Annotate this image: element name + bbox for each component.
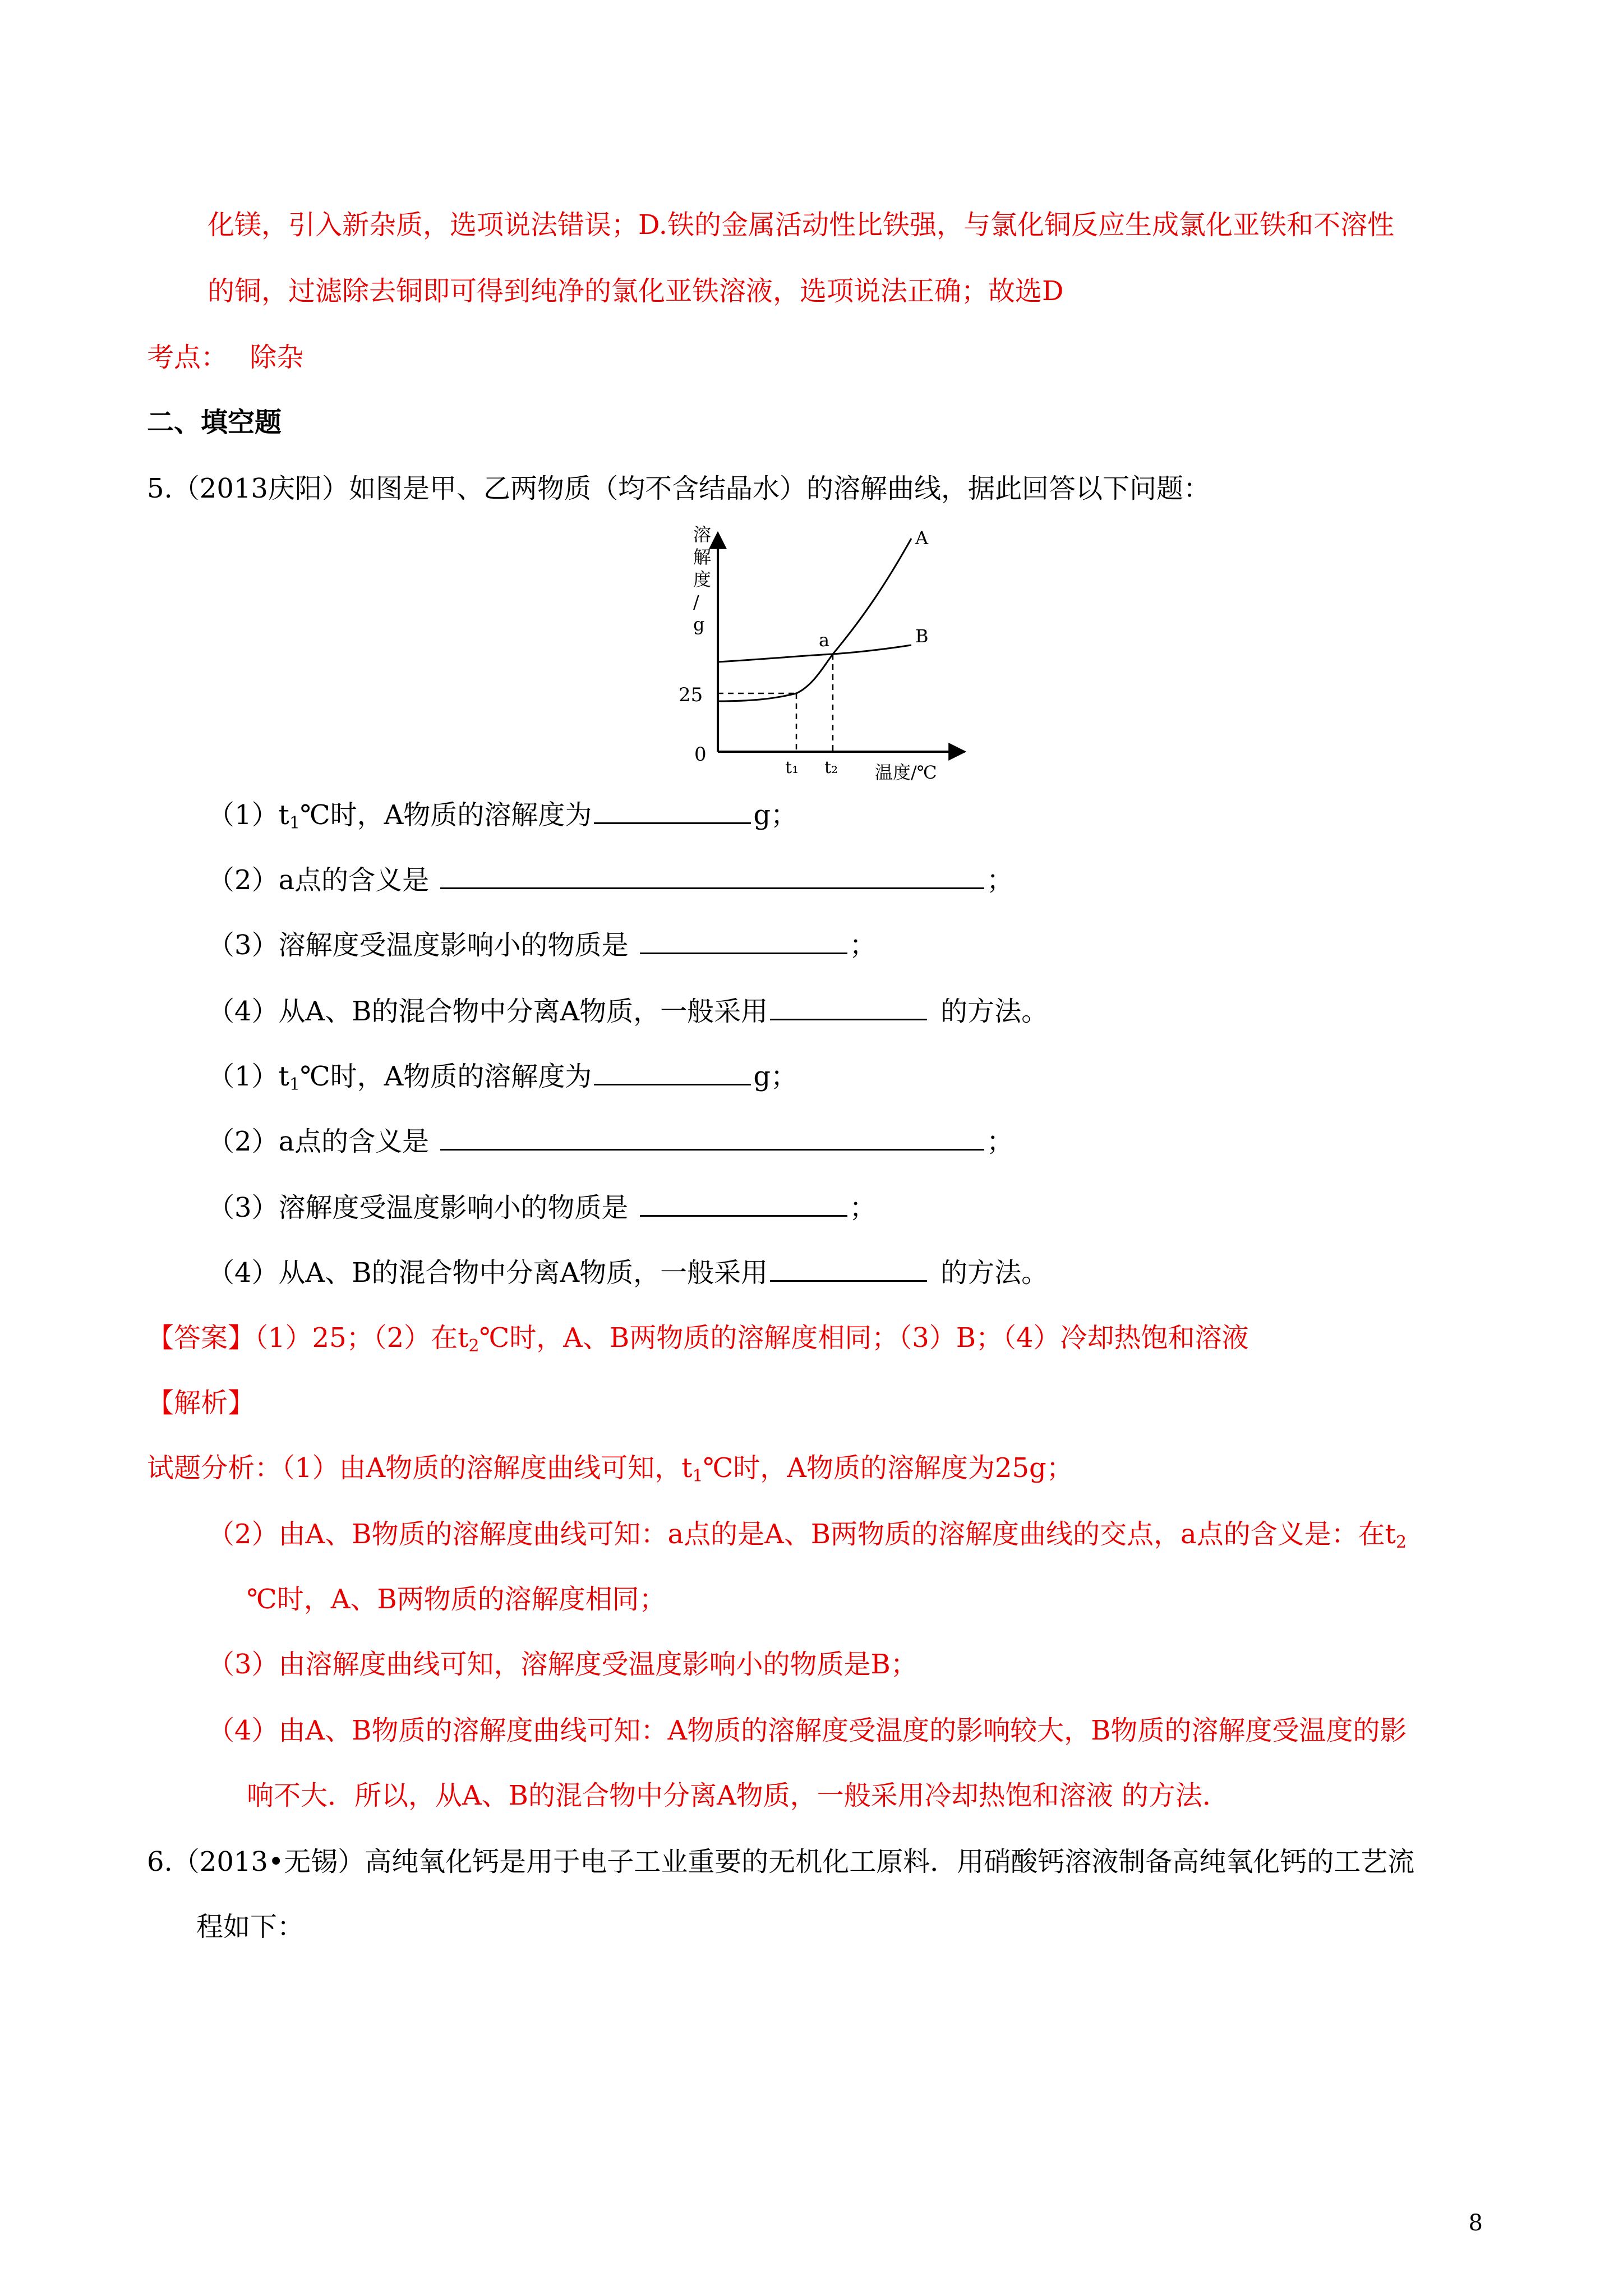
part-text: （4）从A、B的混合物中分离A物质，一般采用 <box>208 996 768 1027</box>
q5-part-1 <box>208 1058 797 1102</box>
q5-part-4 <box>208 1254 1048 1290</box>
q5-part-1 <box>208 797 797 841</box>
answer-text: （1）25；（2）在t <box>255 1322 469 1354</box>
q5-part-3 <box>208 1189 877 1225</box>
q5-part-2 <box>208 1123 1013 1159</box>
answer-continuation-line: 的铜，过滤除去铜即可得到纯净的氯化亚铁溶液，选项说法正确；故选D <box>208 275 1064 307</box>
part-text: （2）a点的含义是 <box>208 864 430 896</box>
y-axis-label-char: 解 <box>693 546 712 568</box>
kaodian-label: 考点： <box>147 342 228 373</box>
origin-label: 0 <box>694 743 707 766</box>
answer-blank[interactable] <box>640 927 847 954</box>
part-text: g； <box>753 1061 798 1092</box>
part-text: 的方法。 <box>940 1257 1049 1289</box>
part-text: （1）t <box>208 1061 289 1092</box>
solubility-chart <box>662 522 970 785</box>
y-axis-label-char: 度 <box>693 569 712 590</box>
part-text: 的方法。 <box>940 996 1049 1027</box>
answer-blank[interactable] <box>594 797 751 824</box>
analysis-line: （3）由溶解度曲线可知，溶解度受温度影响小的物质是B； <box>208 1649 917 1680</box>
answer-blank[interactable] <box>770 1254 927 1282</box>
curve-a <box>718 539 911 701</box>
analysis-line: （4）由A、B物质的溶解度曲线可知：A物质的溶解度受温度的影响较大，B物质的溶解度受温度的影 <box>208 1715 1407 1746</box>
subscript: 1 <box>289 1075 300 1094</box>
series-label-a: A <box>915 527 929 549</box>
part-text: ； <box>849 1192 877 1223</box>
q5-stem: 5.（2013庆阳）如图是甲、乙两物质（均不含结晶水）的溶解曲线，据此回答以下问题： <box>147 473 1210 504</box>
intersection-label: a <box>819 629 830 651</box>
x-tick-label: t₂ <box>824 758 838 777</box>
part-text: ； <box>986 1126 1014 1157</box>
part-text: （2）a点的含义是 <box>208 1126 430 1157</box>
subscript: 2 <box>1395 1533 1407 1552</box>
q5-part-4 <box>208 993 1048 1029</box>
analysis-text: ℃时，A物质的溶解度为25g； <box>703 1452 1073 1484</box>
x-axis-label: 温度/℃ <box>875 762 937 783</box>
part-text: ； <box>849 930 877 961</box>
part-text: ℃时，A物质的溶解度为 <box>299 799 592 831</box>
y-axis-label-char: 溶 <box>693 524 712 545</box>
analysis-text: （2）由A、B物质的溶解度曲线可知：a点的是A、B两物质的溶解度曲线的交点，a点的含义是：在t <box>208 1519 1396 1550</box>
analysis-line <box>147 1451 1073 1494</box>
answer-blank[interactable] <box>440 862 984 889</box>
answer-blank[interactable] <box>440 1123 984 1151</box>
answer-continuation-line: 化镁，引入新杂质，选项说法错误；D.铁的金属活动性比铁强，与氯化铜反应生成氯化亚铁和不溶性 <box>208 209 1395 241</box>
section-heading: 二、填空题 <box>147 407 282 438</box>
answer-label: 【答案】 <box>147 1322 255 1354</box>
part-text: （4）从A、B的混合物中分离A物质，一般采用 <box>208 1257 768 1289</box>
q6-stem: 程如下： <box>196 1911 305 1943</box>
analysis-text: 试题分析：（1）由A物质的溶解度曲线可知，t <box>147 1452 693 1484</box>
part-text: ℃时，A物质的溶解度为 <box>299 1061 592 1092</box>
answer-blank[interactable] <box>640 1189 847 1217</box>
answer-text: ℃时，A、B两物质的溶解度相同；（3）B；（4）冷却热饱和溶液 <box>479 1322 1249 1354</box>
y-axis-label <box>693 524 711 635</box>
subscript: 2 <box>468 1336 479 1356</box>
y-axis-label-char: / <box>693 591 699 613</box>
page-number: 8 <box>1468 2210 1483 2236</box>
q5-part-3 <box>208 927 877 963</box>
analysis-line: ℃时，A、B两物质的溶解度相同； <box>247 1584 666 1615</box>
part-text: ； <box>986 864 1014 896</box>
part-text: （3）溶解度受温度影响小的物质是 <box>208 1192 629 1223</box>
curve-b <box>718 645 911 662</box>
analysis-label: 【解析】 <box>147 1387 255 1419</box>
q5-part-2 <box>208 862 1013 898</box>
analysis-line <box>208 1517 1407 1560</box>
answer-blank[interactable] <box>770 993 927 1020</box>
y-tick-label: 25 <box>679 684 703 706</box>
y-axis-label-char: g <box>693 614 705 635</box>
subscript: 1 <box>289 813 300 833</box>
part-text: （1）t <box>208 799 289 831</box>
answer <box>147 1320 1249 1364</box>
subscript: 1 <box>692 1466 703 1486</box>
part-text: g； <box>753 799 798 831</box>
analysis-line: 响不大．所以，从A、B的混合物中分离A物质，一般采用冷却热饱和溶液 的方法． <box>247 1780 1229 1811</box>
kaodian-value: 除杂 <box>250 342 304 373</box>
part-text: （3）溶解度受温度影响小的物质是 <box>208 930 629 961</box>
kaodian <box>147 340 303 375</box>
q6-stem: 6.（2013•无锡）高纯氧化钙是用于电子工业重要的无机化工原料．用硝酸钙溶液制备高纯氧化钙的工艺流 <box>147 1846 1415 1878</box>
answer-blank[interactable] <box>594 1058 751 1085</box>
series-label-b: B <box>915 625 929 647</box>
x-tick-label: t₁ <box>785 758 799 777</box>
